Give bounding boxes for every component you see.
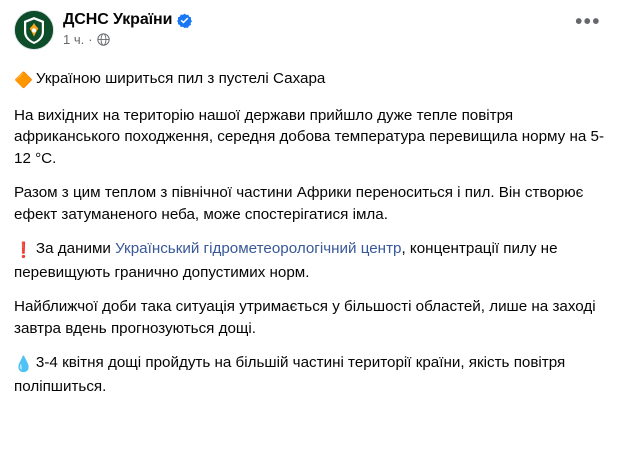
paragraph-5-text: 3-4 квітня дощі пройдуть на більшій частині території країни, якість повітря поліпшиться. — [14, 354, 566, 395]
post-more-options-button[interactable]: ••• — [575, 11, 601, 33]
post-timestamp[interactable]: 1 ч. — [63, 32, 85, 47]
water-drop-emoji: 💧 — [14, 356, 33, 373]
orange-diamond-emoji: 🔶 — [14, 72, 33, 89]
exclamation-mark-emoji: ❗ — [14, 242, 33, 259]
headline-text: Україною шириться пил з пустелі Сахара — [35, 70, 326, 87]
dsns-emblem-icon — [15, 11, 53, 49]
page-name[interactable]: ДСНС України — [63, 11, 173, 28]
author-name-row — [63, 11, 565, 29]
post-paragraph-2: Разом з цим теплом з північної частини Африки переноситься і пил. Він створює ефект затуманеного неба, може спостерігатися імла. — [14, 184, 584, 223]
post-headline — [14, 68, 605, 92]
post-paragraph-1: На вихідних на територію нашої держави прийшло дуже тепле повітря африканського походження, середня добова температура перевищила норму на 5-12 °C. — [14, 106, 605, 167]
verified-badge-icon — [177, 13, 192, 28]
post-paragraph-3 — [14, 238, 605, 283]
paragraph-3-text-before: За даними — [35, 240, 116, 257]
post-header — [14, 10, 605, 58]
post-body — [14, 68, 605, 397]
post-meta-row — [63, 32, 565, 47]
post-author-block — [63, 10, 565, 47]
post-paragraph-5 — [14, 352, 605, 397]
avatar[interactable] — [14, 10, 54, 50]
meta-separator: · — [88, 32, 93, 47]
post-paragraph-4: Найближчої доби така ситуація утримається у більшості областей, лише на заході завтра вдень прогнозуються дощі. — [14, 298, 596, 337]
globe-icon[interactable] — [97, 33, 110, 46]
paragraph-3-text-after: , концентрації пилу не перевищують гранично допустимих норм. — [14, 240, 558, 281]
hydrometeorological-center-link[interactable]: Український гідрометеорологічний центр — [115, 240, 402, 257]
